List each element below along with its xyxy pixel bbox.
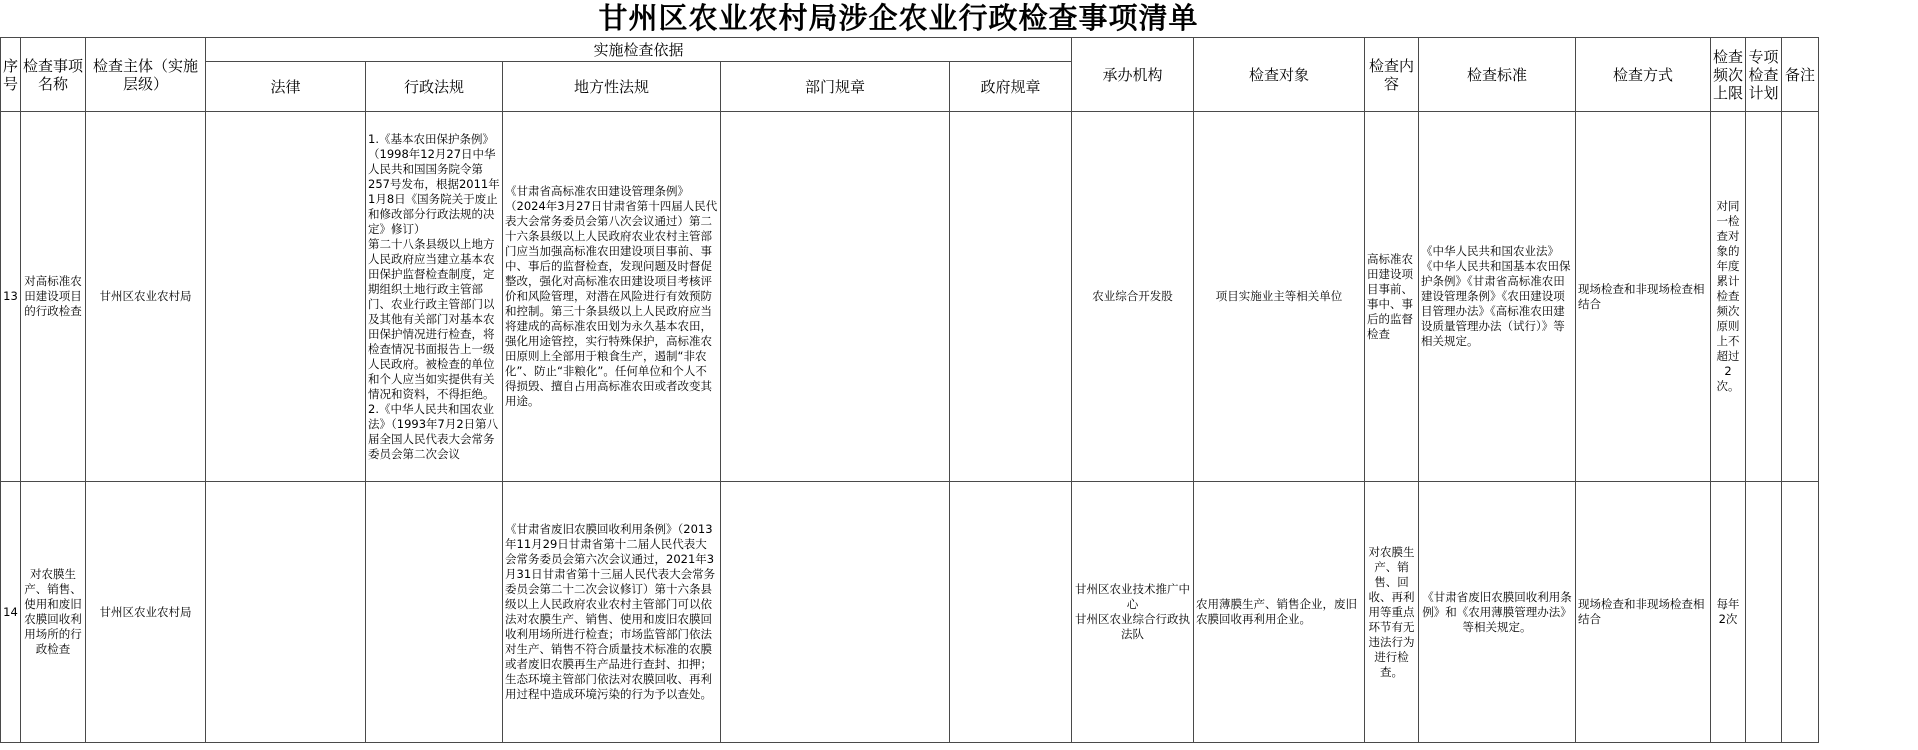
cell-frequency: 对同一检查对象的年度累计检查频次原则上不超过2次。 xyxy=(1711,112,1746,482)
cell-local-regulation: 《甘肃省高标准农田建设管理条例》（2024年3月27日甘肃省第十四届人民代表大会常务委员会第八次会议通过）第二十六条县级以上人民政府农业农村主管部门应当加强高标准农田建设项目事前、事中、事后的监督检查，发现问题及时督促整改，强化对高标准农田建设项目考核评价和风险管理，对潜在风险进行有效预防和控制。第三十条县级以上人民政府应当将建成的高标准农田划为永久基本农田，强化用途管控，实行特殊保护，高标准农田原则上全部用于粮食生产，遏制“非农化”、防止“非粮化”。任何单位和个人不得损毁、擅自占用高标准农田或者改变其用途。 xyxy=(503,112,721,482)
cell-standard: 《中华人民共和国农业法》《中华人民共和国基本农田保护条例》《甘肃省高标准农田建设管理条例》《农田建设项目管理办法》《高标准农田建设质量管理办法（试行）》等相关规定。 xyxy=(1419,112,1576,482)
header-target: 检查对象 xyxy=(1194,38,1365,112)
cell-admin-regulation xyxy=(366,482,503,743)
cell-admin-regulation: 1.《基本农田保护条例》（1998年12月27日中华人民共和国国务院令第257号发布，根据2011年1月8日《国务院关于废止和修改部分行政法规的决定》修订） 第二十八条县级以上地方人民政府应当建立基本农田保护监督检查制度，定期组织土地行政主管部门、农业行政主管部门以及其他有关部门对基本农田保护情况进行检查，将检查情况书面报告上一级人民政府。被检查的单位和个人应当如实提供有关情况和资料，不得拒绝。 2.《中华人民共和国农业法》（1993年7月2日第八届全国人民代表大会常务委员会第二次会议 xyxy=(366,112,503,482)
cell-gov-rule xyxy=(950,482,1072,743)
header-method: 检查方式 xyxy=(1576,38,1711,112)
cell-item-name: 对高标准农田建设项目的行政检查 xyxy=(21,112,86,482)
cell-seq: 13 xyxy=(1,112,21,482)
cell-target: 农用薄膜生产、销售企业，废旧农膜回收再利用企业。 xyxy=(1194,482,1365,743)
header-row-1 xyxy=(1,38,1918,62)
cell-gov-rule xyxy=(950,112,1072,482)
cell-special-plan xyxy=(1746,112,1782,482)
cell-item-name: 对农膜生产、销售、使用和废旧农膜回收利用场所的行政检查 xyxy=(21,482,86,743)
cell-law xyxy=(206,112,366,482)
cell-remark xyxy=(1782,482,1819,743)
cell-subject: 甘州区农业农村局 xyxy=(86,112,206,482)
inspection-table xyxy=(0,37,1918,743)
cell-frequency: 每年2次 xyxy=(1711,482,1746,743)
header-remark: 备注 xyxy=(1782,38,1819,112)
header-standard: 检查标准 xyxy=(1419,38,1576,112)
cell-content: 高标准农田建设项目事前、事中、事后的监督检查 xyxy=(1365,112,1419,482)
cell-organizer: 甘州区农业技术推广中心 甘州区农业综合行政执法队 xyxy=(1072,482,1194,743)
header-local-regulation: 地方性法规 xyxy=(503,62,721,112)
cell-target: 项目实施业主等相关单位 xyxy=(1194,112,1365,482)
header-subject: 检查主体（实施层级） xyxy=(86,38,206,112)
header-gov-rule: 政府规章 xyxy=(950,62,1072,112)
page-title: 甘州区农业农村局涉企农业行政检查事项清单 xyxy=(598,1,1199,35)
cell-special-plan xyxy=(1746,482,1782,743)
cell-organizer: 农业综合开发股 xyxy=(1072,112,1194,482)
header-law: 法律 xyxy=(206,62,366,112)
cell-standard: 《甘肃省废旧农膜回收利用条例》和《农用薄膜管理办法》等相关规定。 xyxy=(1419,482,1576,743)
header-content: 检查内容 xyxy=(1365,38,1419,112)
table-row xyxy=(1,112,1918,482)
cell-dept-rule xyxy=(721,112,950,482)
cell-local-regulation: 《甘肃省废旧农膜回收利用条例》（2013年11月29日甘肃省第十二届人民代表大会常务委员会第六次会议通过，2021年3月31日甘肃省第十三届人民代表大会常务委员会第二十二次会议修订）第十六条县级以上人民政府农业农村主管部门可以依法对农膜生产、销售、使用和废旧农膜回收利用场所进行检查；市场监管部门依法对生产、销售不符合质量技术标准的农膜或者废旧农膜再生产品进行查封、扣押；生态环境主管部门依法对农膜回收、再利用过程中造成环境污染的行为予以查处。 xyxy=(503,482,721,743)
header-admin-regulation: 行政法规 xyxy=(366,62,503,112)
header-dept-rule: 部门规章 xyxy=(721,62,950,112)
cell-seq: 14 xyxy=(1,482,21,743)
header-organizer: 承办机构 xyxy=(1072,38,1194,112)
cell-content: 对农膜生产、销售、回收、再利用等重点环节有无违法行为进行检查。 xyxy=(1365,482,1419,743)
table-row xyxy=(1,482,1918,743)
cell-remark xyxy=(1782,112,1819,482)
header-seq: 序号 xyxy=(1,38,21,112)
cell-law xyxy=(206,482,366,743)
cell-method: 现场检查和非现场检查相结合 xyxy=(1576,112,1711,482)
cell-subject: 甘州区农业农村局 xyxy=(86,482,206,743)
header-special-plan: 专项检查计划 xyxy=(1746,38,1782,112)
cell-dept-rule xyxy=(721,482,950,743)
header-basis-group: 实施检查依据 xyxy=(206,38,1072,62)
header-item-name: 检查事项名称 xyxy=(21,38,86,112)
header-frequency: 检查频次上限 xyxy=(1711,38,1746,112)
cell-method: 现场检查和非现场检查相结合 xyxy=(1576,482,1711,743)
